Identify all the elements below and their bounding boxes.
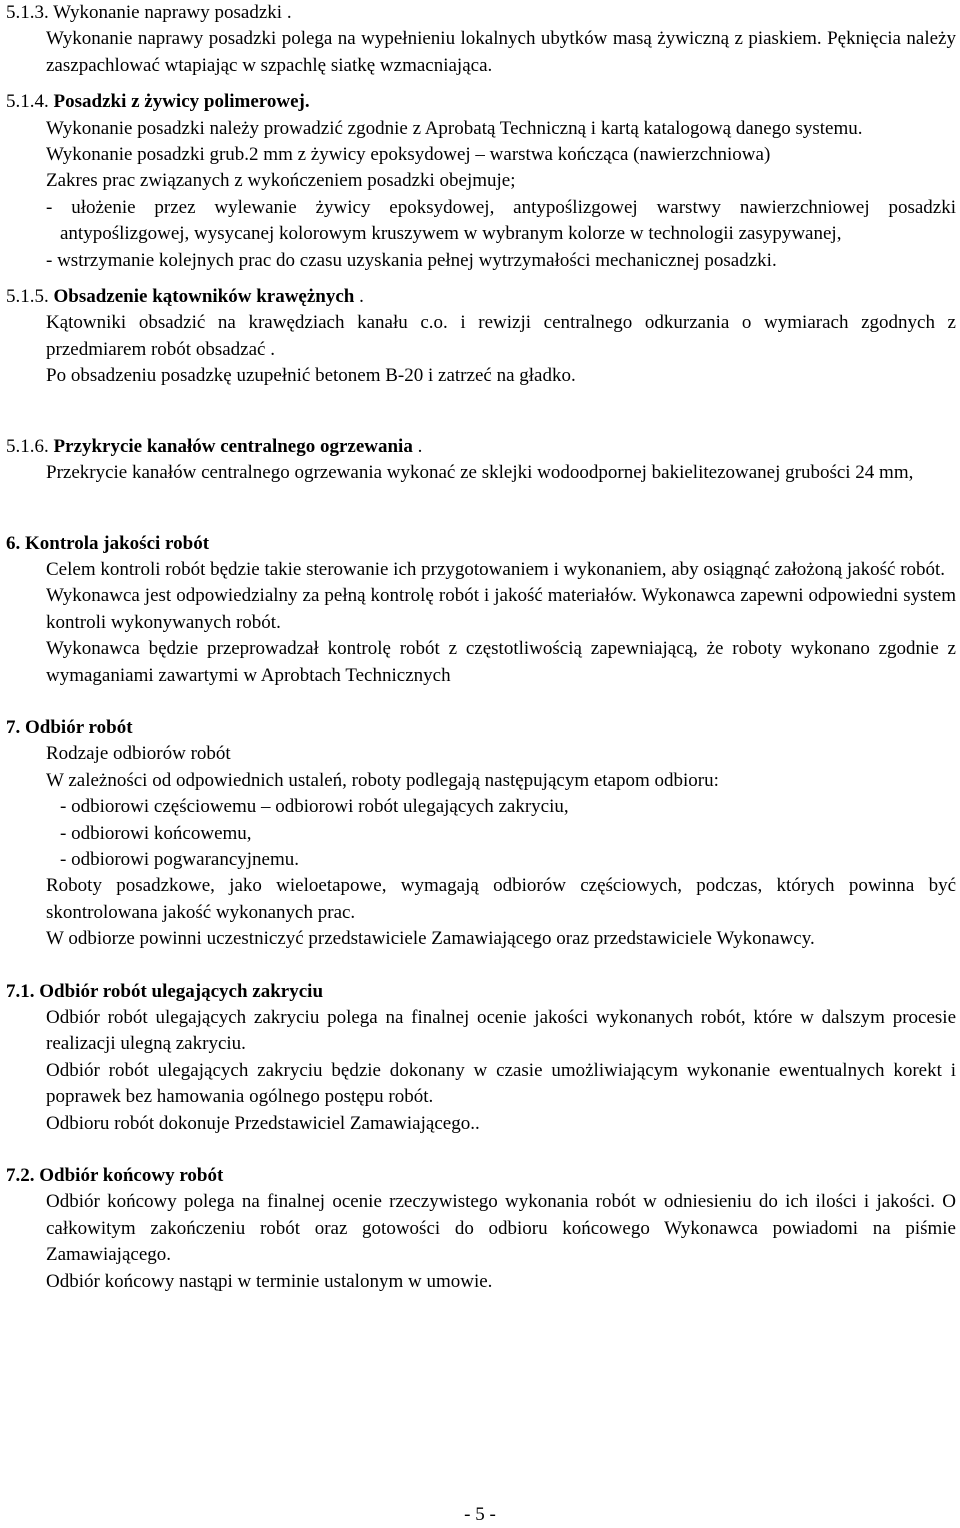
paragraph: Celem kontroli robót będzie takie sterowanie ich przygotowaniem i wykonaniem, aby osiągnąć założoną jakość robót.	[46, 558, 946, 580]
paragraph: Wykonawca będzie przeprowadzał kontrolę robót z częstotliwością zapewniającą, że roboty wykonano zgodnie z wymaganiami zawartymi w Aprobtach Technicznych	[46, 638, 956, 686]
list-item: - wstrzymanie kolejnych prac do czasu uzyskania pełnej wytrzymałości mechanicznej posadzki.	[46, 249, 777, 271]
section-heading: 7.2. Odbiór końcowy robót	[6, 1165, 224, 1187]
section-5-1-3	[6, 0, 956, 79]
paragraph: Rodzaje odbiorów robót	[46, 743, 231, 765]
section-heading: 5.1.5. Obsadzenie kątowników krawężnych .	[6, 286, 364, 308]
section-heading: 7.1. Odbiór robót ulegających zakryciu	[6, 980, 324, 1002]
section-7	[6, 715, 956, 953]
paragraph: Przekrycie kanałów centralnego ogrzewania wykonać ze sklejki wodoodpornej bakielitezowanej grubości 24 mm,	[46, 462, 914, 484]
paragraph: Wykonanie naprawy posadzki polega na wypełnieniu lokalnych ubytków masą żywiczną z piaskiem. Pęknięcia należy zaszpachlować wtapiając w szpachlę siatkę wzmacniająca.	[46, 28, 956, 76]
page-number: - 5 -	[464, 1504, 496, 1525]
section-5-1-6	[6, 434, 956, 487]
paragraph: Odbiór robót ulegających zakryciu będzie dokonany w czasie umożliwiającym wykonanie ewentualnych korekt i poprawek bez hamowania ogólnego postępu robót.	[46, 1059, 956, 1108]
paragraph: Zakres prac związanych z wykończeniem posadzki obejmuje;	[46, 170, 516, 192]
paragraph: Wykonawca jest odpowiedzialny za pełną kontrolę robót i jakość materiałów. Wykonawca zapewni odpowiedni system kontroli wykonywanych robót.	[46, 585, 956, 633]
section-heading: 5.1.3. Wykonanie naprawy posadzki .	[6, 2, 292, 23]
paragraph: W odbiorze powinni uczestniczyć przedstawiciele Zamawiającego oraz przedstawiciele Wykonawcy.	[46, 928, 815, 950]
section-5-1-5	[6, 284, 956, 390]
list-item: - ułożenie przez wylewanie żywicy epoksydowej, antypoślizgowej warstwy nawierzchniowej posadzki antypoślizgowej, wysycanej kolorowym kruszywem w wybranym kolorze w technologii zasypywanej,	[46, 196, 956, 245]
section-7-1	[6, 979, 956, 1137]
paragraph: Odbiór robót ulegających zakryciu polega na finalnej ocenie jakości wykonanych robót, które w dalszym procesie realizacji ulegną zakryciu.	[46, 1007, 956, 1055]
list-item: - odbiorowi pogwarancyjnemu.	[60, 848, 300, 870]
list-item: - odbiorowi częściowemu – odbiorowi robót ulegających zakryciu,	[60, 796, 569, 818]
paragraph: Odbiór końcowy polega na finalnej ocenie rzeczywistego wykonania robót w odniesieniu do ich ilości i jakości. O całkowitym zakończeniu robót oraz gotowości do odbioru końcowego Wykonawca powiadomi na piśmie Zamawiającego.	[46, 1191, 956, 1266]
paragraph: Wykonanie posadzki grub.2 mm z żywicy epoksydowej – warstwa kończąca (nawierzchniowa)	[46, 144, 771, 166]
paragraph: Po obsadzeniu posadzkę uzupełnić betonem B-20 i zatrzeć na gładko.	[46, 365, 576, 387]
section-6	[6, 531, 956, 689]
paragraph: Odbioru robót dokonuje Przedstawiciel Zamawiającego..	[46, 1112, 480, 1134]
paragraph: Wykonanie posadzki należy prowadzić zgodnie z Aprobatą Techniczną i kartą katalogową danego systemu.	[46, 117, 863, 139]
paragraph: Kątowniki obsadzić na krawędziach kanału c.o. i rewizji centralnego odkurzania o wymiarach zgodnych z przedmiarem robót obsadzać .	[46, 312, 956, 360]
section-7-2	[6, 1163, 956, 1295]
paragraph: Roboty posadzkowe, jako wieloetapowe, wymagają odbiorów częściowych, podczas, których powinna być skontrolowana jakość wykonanych prac.	[46, 875, 956, 923]
section-heading: 5.1.4. Posadzki z żywicy polimerowej.	[6, 91, 310, 113]
document-page	[6, 0, 956, 1295]
list-item: - odbiorowi końcowemu,	[60, 822, 252, 844]
section-heading: 5.1.6. Przykrycie kanałów centralnego ogrzewania .	[6, 435, 423, 457]
paragraph: Odbiór końcowy nastąpi w terminie ustalonym w umowie.	[46, 1270, 493, 1292]
section-heading: 6. Kontrola jakości robót	[6, 532, 210, 554]
section-heading: 7. Odbiór robót	[6, 716, 133, 738]
section-5-1-4	[6, 89, 956, 274]
paragraph: W zależności od odpowiednich ustaleń, roboty podlegają następującym etapom odbioru:	[46, 769, 719, 791]
